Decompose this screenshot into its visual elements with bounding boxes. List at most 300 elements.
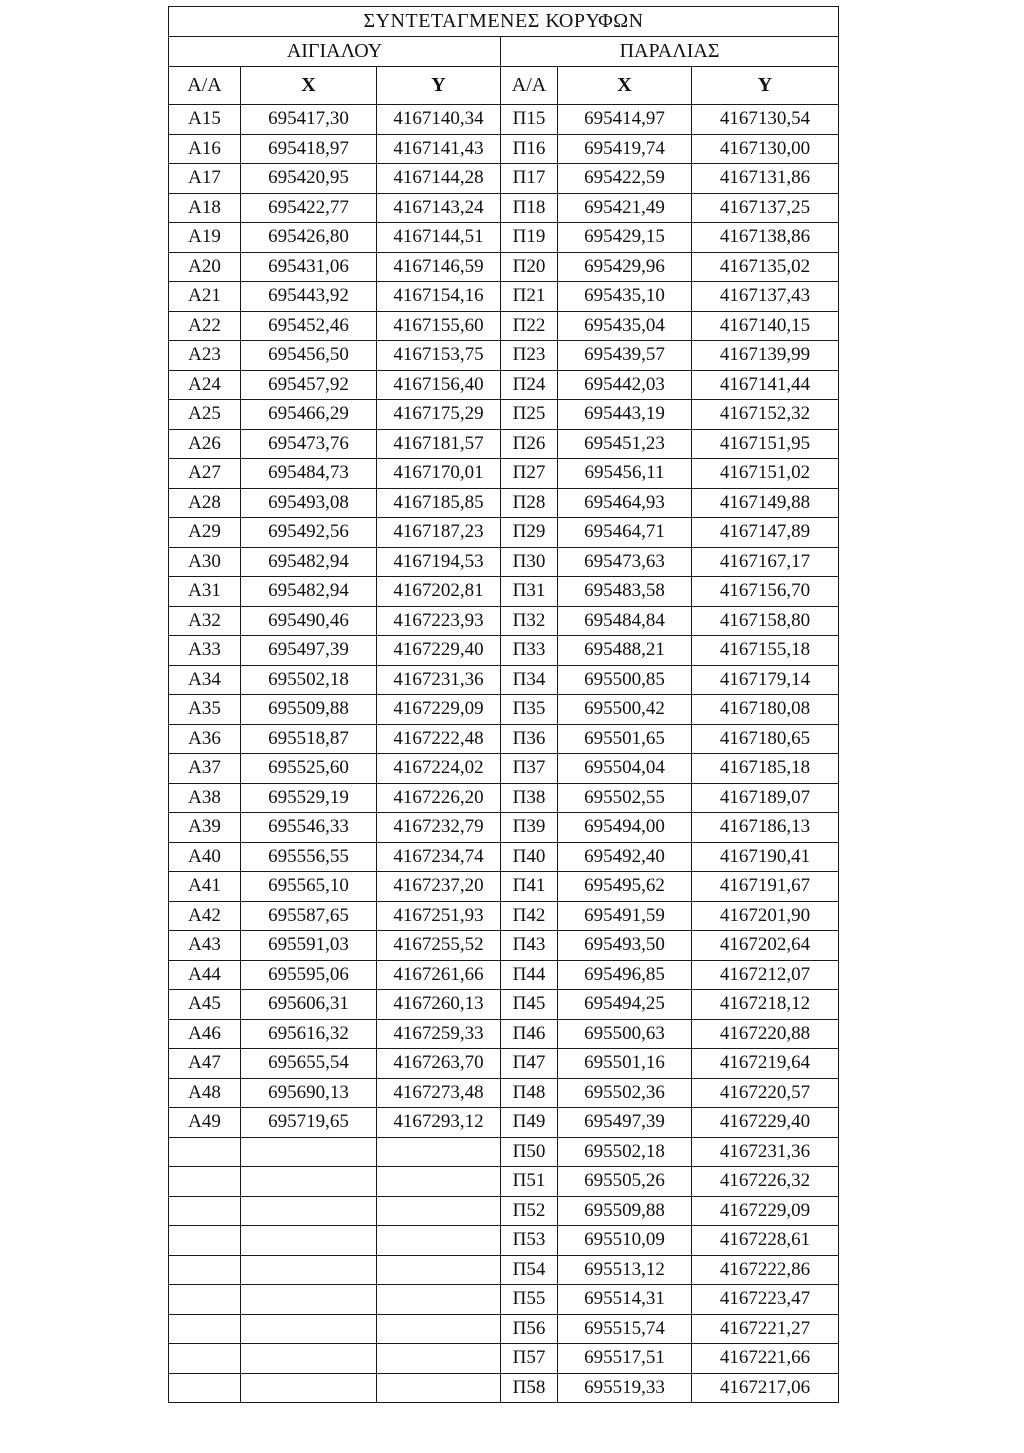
left-y-value: 4167187,23 bbox=[377, 518, 501, 548]
left-point-id: Α33 bbox=[169, 636, 241, 666]
table-row bbox=[169, 1285, 839, 1315]
right-y-value: 4167226,32 bbox=[692, 1167, 839, 1197]
left-y-value: 4167181,57 bbox=[377, 429, 501, 459]
left-y-value: 4167170,01 bbox=[377, 459, 501, 489]
right-point-id: Π44 bbox=[501, 960, 558, 990]
right-y-value: 4167191,67 bbox=[692, 872, 839, 902]
left-point-id: Α31 bbox=[169, 577, 241, 607]
right-point-id: Π22 bbox=[501, 311, 558, 341]
right-x-value: 695515,74 bbox=[558, 1314, 692, 1344]
right-x-value: 695494,00 bbox=[558, 813, 692, 843]
left-y-value: 4167232,79 bbox=[377, 813, 501, 843]
right-x-value: 695502,18 bbox=[558, 1137, 692, 1167]
right-x-value: 695414,97 bbox=[558, 105, 692, 135]
right-y-value: 4167167,17 bbox=[692, 547, 839, 577]
right-y-value: 4167221,27 bbox=[692, 1314, 839, 1344]
right-y-value: 4167147,89 bbox=[692, 518, 839, 548]
left-point-id: Α39 bbox=[169, 813, 241, 843]
right-y-value: 4167221,66 bbox=[692, 1344, 839, 1374]
column-header-row bbox=[169, 67, 839, 105]
right-point-id: Π38 bbox=[501, 783, 558, 813]
right-x-value: 695488,21 bbox=[558, 636, 692, 666]
left-x-value: 695422,77 bbox=[241, 193, 377, 223]
right-x-value: 695517,51 bbox=[558, 1344, 692, 1374]
left-x-value: 695606,31 bbox=[241, 990, 377, 1020]
right-point-id: Π30 bbox=[501, 547, 558, 577]
table-row bbox=[169, 813, 839, 843]
right-y-value: 4167180,65 bbox=[692, 724, 839, 754]
right-y-value: 4167190,41 bbox=[692, 842, 839, 872]
right-point-id: Π51 bbox=[501, 1167, 558, 1197]
right-point-id: Π17 bbox=[501, 164, 558, 194]
left-x-value: 695431,06 bbox=[241, 252, 377, 282]
left-y-value: 4167146,59 bbox=[377, 252, 501, 282]
left-x-value: 695587,65 bbox=[241, 901, 377, 931]
table-row bbox=[169, 606, 839, 636]
table-row bbox=[169, 665, 839, 695]
table-row bbox=[169, 1137, 839, 1167]
table-row bbox=[169, 931, 839, 961]
left-point-id: Α30 bbox=[169, 547, 241, 577]
right-point-id: Π27 bbox=[501, 459, 558, 489]
left-x-value: 695509,88 bbox=[241, 695, 377, 725]
left-x-value bbox=[241, 1196, 377, 1226]
left-y-value: 4167141,43 bbox=[377, 134, 501, 164]
left-x-value: 695529,19 bbox=[241, 783, 377, 813]
coordinates-document bbox=[168, 6, 838, 1403]
right-x-value: 695519,33 bbox=[558, 1373, 692, 1403]
left-y-value bbox=[377, 1255, 501, 1285]
right-x-value: 695473,63 bbox=[558, 547, 692, 577]
left-x-value: 695591,03 bbox=[241, 931, 377, 961]
left-point-id bbox=[169, 1285, 241, 1315]
left-y-value: 4167261,66 bbox=[377, 960, 501, 990]
right-x-value: 695451,23 bbox=[558, 429, 692, 459]
left-point-id: Α16 bbox=[169, 134, 241, 164]
left-point-id: Α46 bbox=[169, 1019, 241, 1049]
left-x-value: 695466,29 bbox=[241, 400, 377, 430]
right-y-value: 4167186,13 bbox=[692, 813, 839, 843]
right-point-id: Π48 bbox=[501, 1078, 558, 1108]
left-y-value bbox=[377, 1314, 501, 1344]
left-point-id: Α38 bbox=[169, 783, 241, 813]
right-y-value: 4167218,12 bbox=[692, 990, 839, 1020]
left-y-value: 4167273,48 bbox=[377, 1078, 501, 1108]
left-y-value: 4167156,40 bbox=[377, 370, 501, 400]
left-y-value: 4167224,02 bbox=[377, 754, 501, 784]
left-y-value: 4167237,20 bbox=[377, 872, 501, 902]
table-title: ΣΥΝΤΕΤΑΓΜΕΝΕΣ ΚΟΡΥΦΩΝ bbox=[169, 7, 839, 37]
right-y-value: 4167130,00 bbox=[692, 134, 839, 164]
right-point-id: Π54 bbox=[501, 1255, 558, 1285]
vertex-coordinates-table bbox=[168, 6, 839, 1403]
left-y-value: 4167222,48 bbox=[377, 724, 501, 754]
left-x-value: 695484,73 bbox=[241, 459, 377, 489]
right-point-id: Π41 bbox=[501, 872, 558, 902]
left-x-value bbox=[241, 1255, 377, 1285]
right-y-value: 4167220,57 bbox=[692, 1078, 839, 1108]
table-row bbox=[169, 783, 839, 813]
right-y-value: 4167139,99 bbox=[692, 341, 839, 371]
left-x-value: 695482,94 bbox=[241, 547, 377, 577]
table-row bbox=[169, 429, 839, 459]
right-x-value: 695464,71 bbox=[558, 518, 692, 548]
left-y-value: 4167194,53 bbox=[377, 547, 501, 577]
left-y-value bbox=[377, 1373, 501, 1403]
left-y-value: 4167226,20 bbox=[377, 783, 501, 813]
right-y-value: 4167135,02 bbox=[692, 252, 839, 282]
left-y-value: 4167251,93 bbox=[377, 901, 501, 931]
left-x-value: 695690,13 bbox=[241, 1078, 377, 1108]
right-x-value: 695435,04 bbox=[558, 311, 692, 341]
left-x-value: 695556,55 bbox=[241, 842, 377, 872]
right-y-value: 4167130,54 bbox=[692, 105, 839, 135]
left-x-value: 695497,39 bbox=[241, 636, 377, 666]
right-y-value: 4167137,43 bbox=[692, 282, 839, 312]
left-y-value bbox=[377, 1196, 501, 1226]
right-point-id: Π16 bbox=[501, 134, 558, 164]
left-point-id: Α36 bbox=[169, 724, 241, 754]
table-row bbox=[169, 636, 839, 666]
left-point-id: Α29 bbox=[169, 518, 241, 548]
right-y-value: 4167131,86 bbox=[692, 164, 839, 194]
right-y-value: 4167222,86 bbox=[692, 1255, 839, 1285]
table-row bbox=[169, 1078, 839, 1108]
right-y-value: 4167185,18 bbox=[692, 754, 839, 784]
right-point-id: Π49 bbox=[501, 1108, 558, 1138]
left-point-id: Α25 bbox=[169, 400, 241, 430]
left-y-value: 4167155,60 bbox=[377, 311, 501, 341]
right-point-id: Π29 bbox=[501, 518, 558, 548]
left-y-value bbox=[377, 1137, 501, 1167]
right-y-value: 4167231,36 bbox=[692, 1137, 839, 1167]
table-row bbox=[169, 105, 839, 135]
right-y-value: 4167220,88 bbox=[692, 1019, 839, 1049]
left-y-value: 4167140,34 bbox=[377, 105, 501, 135]
table-row bbox=[169, 724, 839, 754]
left-x-value bbox=[241, 1167, 377, 1197]
right-point-id: Π43 bbox=[501, 931, 558, 961]
table-row bbox=[169, 1344, 839, 1374]
col-header-x-left: X bbox=[241, 67, 377, 105]
right-point-id: Π39 bbox=[501, 813, 558, 843]
right-x-value: 695501,65 bbox=[558, 724, 692, 754]
right-y-value: 4167229,40 bbox=[692, 1108, 839, 1138]
right-y-value: 4167219,64 bbox=[692, 1049, 839, 1079]
left-y-value bbox=[377, 1167, 501, 1197]
left-point-id: Α17 bbox=[169, 164, 241, 194]
left-x-value: 695443,92 bbox=[241, 282, 377, 312]
right-point-id: Π28 bbox=[501, 488, 558, 518]
left-x-value: 695490,46 bbox=[241, 606, 377, 636]
right-x-value: 695443,19 bbox=[558, 400, 692, 430]
table-row bbox=[169, 842, 839, 872]
left-point-id: Α26 bbox=[169, 429, 241, 459]
right-y-value: 4167217,06 bbox=[692, 1373, 839, 1403]
right-y-value: 4167155,18 bbox=[692, 636, 839, 666]
right-y-value: 4167141,44 bbox=[692, 370, 839, 400]
table-row bbox=[169, 193, 839, 223]
left-y-value: 4167229,09 bbox=[377, 695, 501, 725]
right-point-id: Π55 bbox=[501, 1285, 558, 1315]
table-row bbox=[169, 1108, 839, 1138]
right-x-value: 695419,74 bbox=[558, 134, 692, 164]
left-point-id: Α27 bbox=[169, 459, 241, 489]
left-point-id: Α37 bbox=[169, 754, 241, 784]
table-row bbox=[169, 1255, 839, 1285]
table-row bbox=[169, 518, 839, 548]
right-y-value: 4167151,95 bbox=[692, 429, 839, 459]
right-y-value: 4167149,88 bbox=[692, 488, 839, 518]
right-x-value: 695500,85 bbox=[558, 665, 692, 695]
col-header-y-left: Y bbox=[377, 67, 501, 105]
right-y-value: 4167202,64 bbox=[692, 931, 839, 961]
right-y-value: 4167212,07 bbox=[692, 960, 839, 990]
left-point-id: Α18 bbox=[169, 193, 241, 223]
left-x-value bbox=[241, 1373, 377, 1403]
left-x-value bbox=[241, 1314, 377, 1344]
table-row bbox=[169, 577, 839, 607]
left-y-value bbox=[377, 1285, 501, 1315]
right-point-id: Π57 bbox=[501, 1344, 558, 1374]
group-header-paralias: ΠΑΡΑΛΙΑΣ bbox=[501, 37, 839, 67]
table-row bbox=[169, 370, 839, 400]
right-point-id: Π46 bbox=[501, 1019, 558, 1049]
right-x-value: 695509,88 bbox=[558, 1196, 692, 1226]
left-y-value: 4167255,52 bbox=[377, 931, 501, 961]
left-y-value: 4167263,70 bbox=[377, 1049, 501, 1079]
right-x-value: 695500,42 bbox=[558, 695, 692, 725]
right-point-id: Π34 bbox=[501, 665, 558, 695]
right-y-value: 4167152,32 bbox=[692, 400, 839, 430]
right-y-value: 4167228,61 bbox=[692, 1226, 839, 1256]
left-y-value bbox=[377, 1344, 501, 1374]
right-point-id: Π32 bbox=[501, 606, 558, 636]
col-header-aa-right: Α/Α bbox=[501, 67, 558, 105]
left-x-value: 695420,95 bbox=[241, 164, 377, 194]
left-x-value: 695482,94 bbox=[241, 577, 377, 607]
table-row bbox=[169, 695, 839, 725]
table-row bbox=[169, 164, 839, 194]
left-x-value: 695426,80 bbox=[241, 223, 377, 253]
left-y-value: 4167144,51 bbox=[377, 223, 501, 253]
right-x-value: 695421,49 bbox=[558, 193, 692, 223]
right-x-value: 695464,93 bbox=[558, 488, 692, 518]
right-y-value: 4167229,09 bbox=[692, 1196, 839, 1226]
right-x-value: 695501,16 bbox=[558, 1049, 692, 1079]
left-point-id bbox=[169, 1137, 241, 1167]
left-x-value: 695456,50 bbox=[241, 341, 377, 371]
right-point-id: Π26 bbox=[501, 429, 558, 459]
right-point-id: Π45 bbox=[501, 990, 558, 1020]
group-row bbox=[169, 37, 839, 67]
left-point-id: Α47 bbox=[169, 1049, 241, 1079]
table-row bbox=[169, 1167, 839, 1197]
left-point-id: Α23 bbox=[169, 341, 241, 371]
right-x-value: 695496,85 bbox=[558, 960, 692, 990]
right-y-value: 4167180,08 bbox=[692, 695, 839, 725]
table-row bbox=[169, 341, 839, 371]
right-point-id: Π36 bbox=[501, 724, 558, 754]
right-point-id: Π24 bbox=[501, 370, 558, 400]
left-y-value: 4167259,33 bbox=[377, 1019, 501, 1049]
table-row bbox=[169, 1373, 839, 1403]
col-header-x-right: X bbox=[558, 67, 692, 105]
group-header-aigialou: ΑΙΓΙΑΛΟΥ bbox=[169, 37, 501, 67]
right-x-value: 695495,62 bbox=[558, 872, 692, 902]
left-x-value: 695417,30 bbox=[241, 105, 377, 135]
left-y-value bbox=[377, 1226, 501, 1256]
left-point-id: Α34 bbox=[169, 665, 241, 695]
left-point-id: Α19 bbox=[169, 223, 241, 253]
right-x-value: 695442,03 bbox=[558, 370, 692, 400]
right-x-value: 695484,84 bbox=[558, 606, 692, 636]
left-point-id: Α41 bbox=[169, 872, 241, 902]
right-y-value: 4167158,80 bbox=[692, 606, 839, 636]
left-y-value: 4167144,28 bbox=[377, 164, 501, 194]
left-y-value: 4167153,75 bbox=[377, 341, 501, 371]
left-point-id: Α32 bbox=[169, 606, 241, 636]
right-point-id: Π37 bbox=[501, 754, 558, 784]
left-x-value bbox=[241, 1137, 377, 1167]
right-y-value: 4167223,47 bbox=[692, 1285, 839, 1315]
left-point-id: Α49 bbox=[169, 1108, 241, 1138]
table-row bbox=[169, 459, 839, 489]
left-x-value: 695565,10 bbox=[241, 872, 377, 902]
right-y-value: 4167156,70 bbox=[692, 577, 839, 607]
right-point-id: Π25 bbox=[501, 400, 558, 430]
left-point-id: Α20 bbox=[169, 252, 241, 282]
left-y-value: 4167260,13 bbox=[377, 990, 501, 1020]
right-x-value: 695502,55 bbox=[558, 783, 692, 813]
right-x-value: 695500,63 bbox=[558, 1019, 692, 1049]
right-x-value: 695429,96 bbox=[558, 252, 692, 282]
left-x-value: 695452,46 bbox=[241, 311, 377, 341]
right-y-value: 4167138,86 bbox=[692, 223, 839, 253]
left-point-id: Α48 bbox=[169, 1078, 241, 1108]
left-x-value: 695525,60 bbox=[241, 754, 377, 784]
table-row bbox=[169, 488, 839, 518]
left-point-id bbox=[169, 1314, 241, 1344]
right-y-value: 4167137,25 bbox=[692, 193, 839, 223]
left-y-value: 4167154,16 bbox=[377, 282, 501, 312]
col-header-y-right: Y bbox=[692, 67, 839, 105]
right-y-value: 4167201,90 bbox=[692, 901, 839, 931]
table-row bbox=[169, 754, 839, 784]
left-y-value: 4167202,81 bbox=[377, 577, 501, 607]
right-point-id: Π33 bbox=[501, 636, 558, 666]
right-y-value: 4167151,02 bbox=[692, 459, 839, 489]
table-row bbox=[169, 252, 839, 282]
left-point-id: Α40 bbox=[169, 842, 241, 872]
left-y-value: 4167229,40 bbox=[377, 636, 501, 666]
right-x-value: 695483,58 bbox=[558, 577, 692, 607]
right-point-id: Π15 bbox=[501, 105, 558, 135]
right-x-value: 695510,09 bbox=[558, 1226, 692, 1256]
table-row bbox=[169, 1049, 839, 1079]
left-point-id: Α44 bbox=[169, 960, 241, 990]
right-x-value: 695493,50 bbox=[558, 931, 692, 961]
right-point-id: Π35 bbox=[501, 695, 558, 725]
table-row bbox=[169, 547, 839, 577]
right-point-id: Π31 bbox=[501, 577, 558, 607]
left-point-id: Α24 bbox=[169, 370, 241, 400]
right-point-id: Π40 bbox=[501, 842, 558, 872]
right-point-id: Π18 bbox=[501, 193, 558, 223]
right-point-id: Π53 bbox=[501, 1226, 558, 1256]
left-y-value: 4167234,74 bbox=[377, 842, 501, 872]
right-y-value: 4167189,07 bbox=[692, 783, 839, 813]
title-row bbox=[169, 7, 839, 37]
right-x-value: 695504,04 bbox=[558, 754, 692, 784]
right-point-id: Π52 bbox=[501, 1196, 558, 1226]
left-x-value: 695546,33 bbox=[241, 813, 377, 843]
table-row bbox=[169, 872, 839, 902]
table-row bbox=[169, 960, 839, 990]
col-header-aa-left: Α/Α bbox=[169, 67, 241, 105]
table-row bbox=[169, 1314, 839, 1344]
table-row bbox=[169, 400, 839, 430]
left-x-value: 695492,56 bbox=[241, 518, 377, 548]
left-point-id: Α22 bbox=[169, 311, 241, 341]
left-point-id bbox=[169, 1196, 241, 1226]
table-row bbox=[169, 1019, 839, 1049]
table-row bbox=[169, 223, 839, 253]
right-x-value: 695435,10 bbox=[558, 282, 692, 312]
right-x-value: 695492,40 bbox=[558, 842, 692, 872]
left-point-id bbox=[169, 1226, 241, 1256]
left-x-value: 695502,18 bbox=[241, 665, 377, 695]
left-point-id bbox=[169, 1373, 241, 1403]
left-x-value: 695457,92 bbox=[241, 370, 377, 400]
table-row bbox=[169, 1196, 839, 1226]
left-point-id: Α15 bbox=[169, 105, 241, 135]
right-point-id: Π42 bbox=[501, 901, 558, 931]
left-point-id bbox=[169, 1167, 241, 1197]
right-x-value: 695513,12 bbox=[558, 1255, 692, 1285]
right-point-id: Π50 bbox=[501, 1137, 558, 1167]
left-y-value: 4167185,85 bbox=[377, 488, 501, 518]
table-row bbox=[169, 311, 839, 341]
right-x-value: 695505,26 bbox=[558, 1167, 692, 1197]
left-point-id: Α42 bbox=[169, 901, 241, 931]
right-point-id: Π47 bbox=[501, 1049, 558, 1079]
right-point-id: Π19 bbox=[501, 223, 558, 253]
right-point-id: Π58 bbox=[501, 1373, 558, 1403]
right-x-value: 695502,36 bbox=[558, 1078, 692, 1108]
left-y-value: 4167175,29 bbox=[377, 400, 501, 430]
right-x-value: 695439,57 bbox=[558, 341, 692, 371]
left-y-value: 4167293,12 bbox=[377, 1108, 501, 1138]
left-x-value bbox=[241, 1226, 377, 1256]
right-x-value: 695514,31 bbox=[558, 1285, 692, 1315]
left-x-value: 695418,97 bbox=[241, 134, 377, 164]
right-point-id: Π23 bbox=[501, 341, 558, 371]
right-x-value: 695456,11 bbox=[558, 459, 692, 489]
left-x-value: 695595,06 bbox=[241, 960, 377, 990]
left-y-value: 4167143,24 bbox=[377, 193, 501, 223]
left-x-value bbox=[241, 1344, 377, 1374]
right-x-value: 695429,15 bbox=[558, 223, 692, 253]
right-point-id: Π21 bbox=[501, 282, 558, 312]
left-x-value: 695616,32 bbox=[241, 1019, 377, 1049]
table-row bbox=[169, 901, 839, 931]
left-y-value: 4167223,93 bbox=[377, 606, 501, 636]
right-x-value: 695497,39 bbox=[558, 1108, 692, 1138]
right-x-value: 695494,25 bbox=[558, 990, 692, 1020]
left-point-id: Α35 bbox=[169, 695, 241, 725]
right-point-id: Π56 bbox=[501, 1314, 558, 1344]
